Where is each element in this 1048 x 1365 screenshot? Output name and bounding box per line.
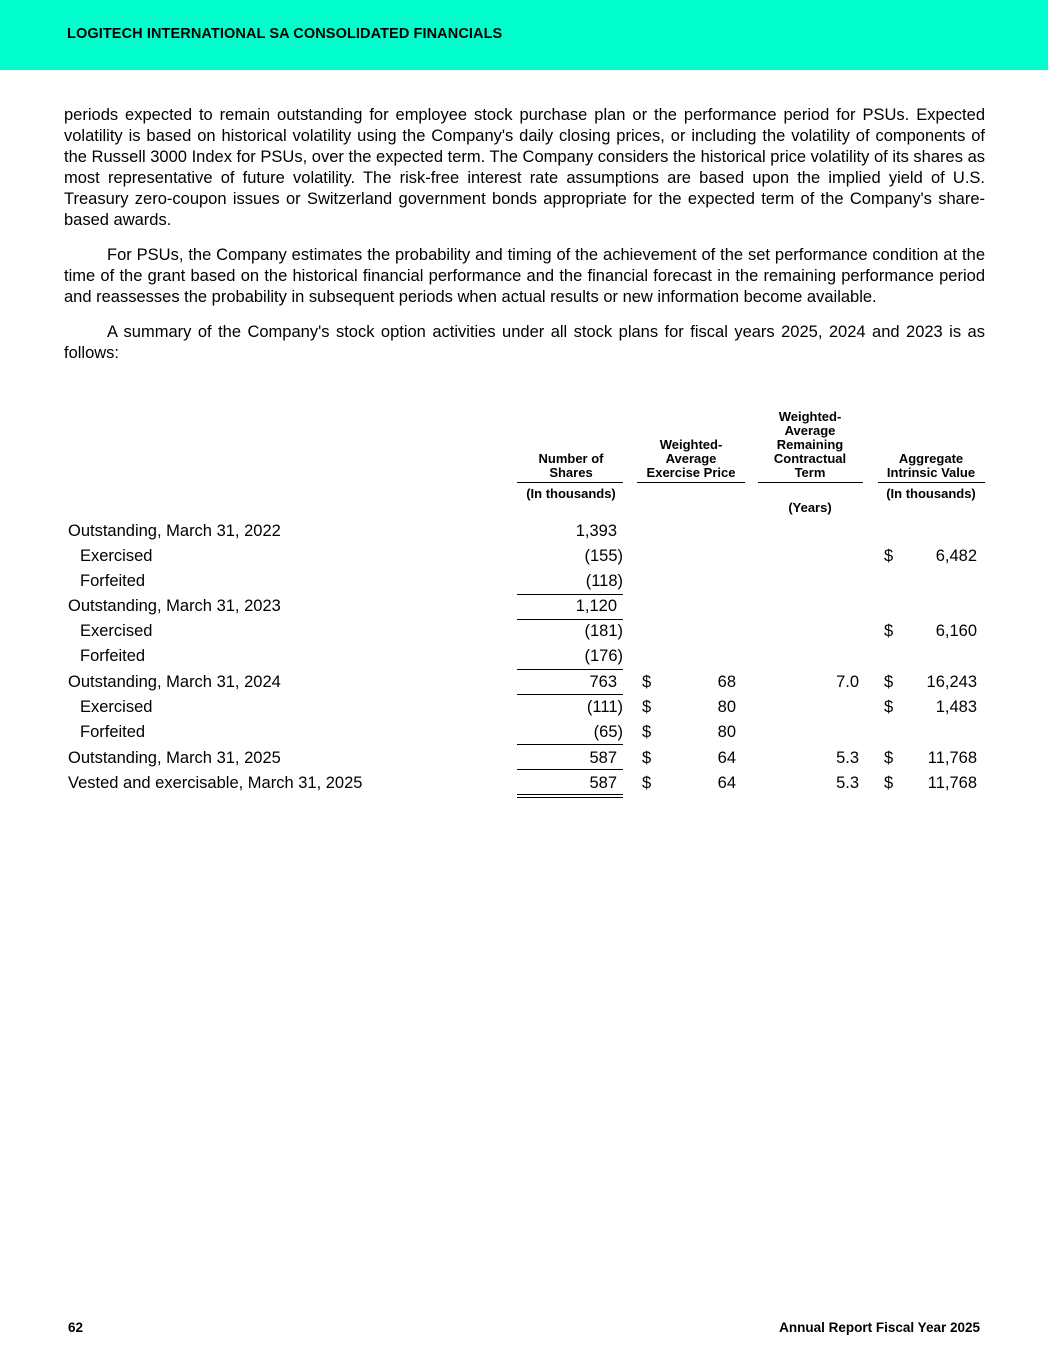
shares-cell: (65) <box>593 723 623 741</box>
price-cell: 80 <box>717 723 736 741</box>
double-underline <box>517 797 623 798</box>
row-label: Vested and exercisable, March 31, 2025 <box>68 774 363 792</box>
row-label: Exercised <box>80 698 153 716</box>
header-term: Weighted-Average Remaining Contractual Term <box>773 409 847 480</box>
currency-symbol: $ <box>642 774 652 792</box>
row-label: Forfeited <box>80 572 146 590</box>
currency-symbol: $ <box>884 673 894 691</box>
shares-cell: 1,120 <box>575 597 617 615</box>
row-label: Forfeited <box>80 723 146 741</box>
currency-symbol: $ <box>642 673 652 691</box>
shares-cell: (176) <box>584 647 623 665</box>
header-banner <box>0 0 1048 70</box>
header-intrinsic: Aggregate Intrinsic Value <box>886 451 976 480</box>
unit-shares: (In thousands) <box>526 486 616 501</box>
shares-cell: 1,393 <box>575 522 617 540</box>
currency-symbol: $ <box>884 622 894 640</box>
subtotal-line <box>517 619 623 620</box>
row-label: Forfeited <box>80 647 146 665</box>
intrinsic-cell: 1,483 <box>935 698 977 716</box>
intrinsic-cell: 16,243 <box>926 673 977 691</box>
subtotal-line <box>517 594 623 595</box>
intrinsic-cell: 6,160 <box>935 622 977 640</box>
term-cell: 5.3 <box>836 774 859 792</box>
paragraph-1: periods expected to remain outstanding for employee stock purchase plan or the performance period for PSUs. Expected volatility is based on historical volatility using the Company's daily closing prices, or including the volatility of components of the Russell 3000 Index for PSUs, over the expected term. The Company considers the historical price volatility of its shares as most representative of future volatility. The risk-free interest rate assumptions are based upon the implied yield of U.S. Treasury zero-coupon issues or Switzerland government bonds appropriate for the expected term of the Company's share-based awards. <box>64 106 985 229</box>
shares-cell: 587 <box>589 749 617 767</box>
price-cell: 64 <box>717 774 736 792</box>
double-underline <box>517 794 623 795</box>
shares-cell: (111) <box>586 698 623 716</box>
subtotal-line <box>517 744 623 745</box>
header-underline <box>637 482 745 483</box>
row-label: Outstanding, March 31, 2022 <box>68 522 281 540</box>
price-cell: 64 <box>717 749 736 767</box>
shares-cell: (118) <box>585 572 623 590</box>
row-label: Exercised <box>80 622 153 640</box>
subtotal-line <box>517 769 623 770</box>
price-cell: 80 <box>717 698 736 716</box>
currency-symbol: $ <box>884 698 894 716</box>
header-price: Weighted-Average Exercise Price <box>646 437 736 480</box>
row-label: Outstanding, March 31, 2024 <box>68 673 281 691</box>
shares-cell: (155) <box>584 547 623 565</box>
intrinsic-cell: 6,482 <box>935 547 977 565</box>
shares-cell: 587 <box>589 774 617 792</box>
page-number: 62 <box>68 1320 84 1335</box>
currency-symbol: $ <box>884 547 894 565</box>
unit-term: (Years) <box>788 500 832 515</box>
row-label: Outstanding, March 31, 2025 <box>68 749 281 767</box>
subtotal-line <box>517 694 623 695</box>
shares-cell: 763 <box>589 673 617 691</box>
term-cell: 7.0 <box>836 673 859 691</box>
currency-symbol: $ <box>884 774 894 792</box>
header-title: LOGITECH INTERNATIONAL SA CONSOLIDATED FINANCIALS <box>67 26 503 42</box>
header-underline <box>517 482 623 483</box>
header-shares: Number of Shares <box>538 451 604 480</box>
intrinsic-cell: 11,768 <box>927 749 977 767</box>
price-cell: 68 <box>717 673 736 691</box>
row-label: Outstanding, March 31, 2023 <box>68 597 281 615</box>
currency-symbol: $ <box>884 749 894 767</box>
subtotal-line <box>517 669 623 670</box>
body-text <box>64 105 985 378</box>
report-title: Annual Report Fiscal Year 2025 <box>779 1320 980 1335</box>
paragraph-3: A summary of the Company's stock option activities under all stock plans for fiscal years 2025, 2024 and 2023 is as follows: <box>64 323 985 362</box>
currency-symbol: $ <box>642 698 652 716</box>
header-underline <box>878 482 985 483</box>
row-label: Exercised <box>80 547 153 565</box>
shares-cell: (181) <box>584 622 623 640</box>
intrinsic-cell: 11,768 <box>927 774 977 792</box>
term-cell: 5.3 <box>836 749 859 767</box>
currency-symbol: $ <box>642 749 652 767</box>
unit-intrinsic: (In thousands) <box>886 486 976 501</box>
currency-symbol: $ <box>642 723 652 741</box>
paragraph-2: For PSUs, the Company estimates the probability and timing of the achievement of the set performance condition at the time of the grant based on the historical financial performance and the financial forecast in the remaining performance period and reassesses the probability in subsequent periods when actual results or new information become available. <box>64 246 985 306</box>
header-underline <box>758 482 863 483</box>
